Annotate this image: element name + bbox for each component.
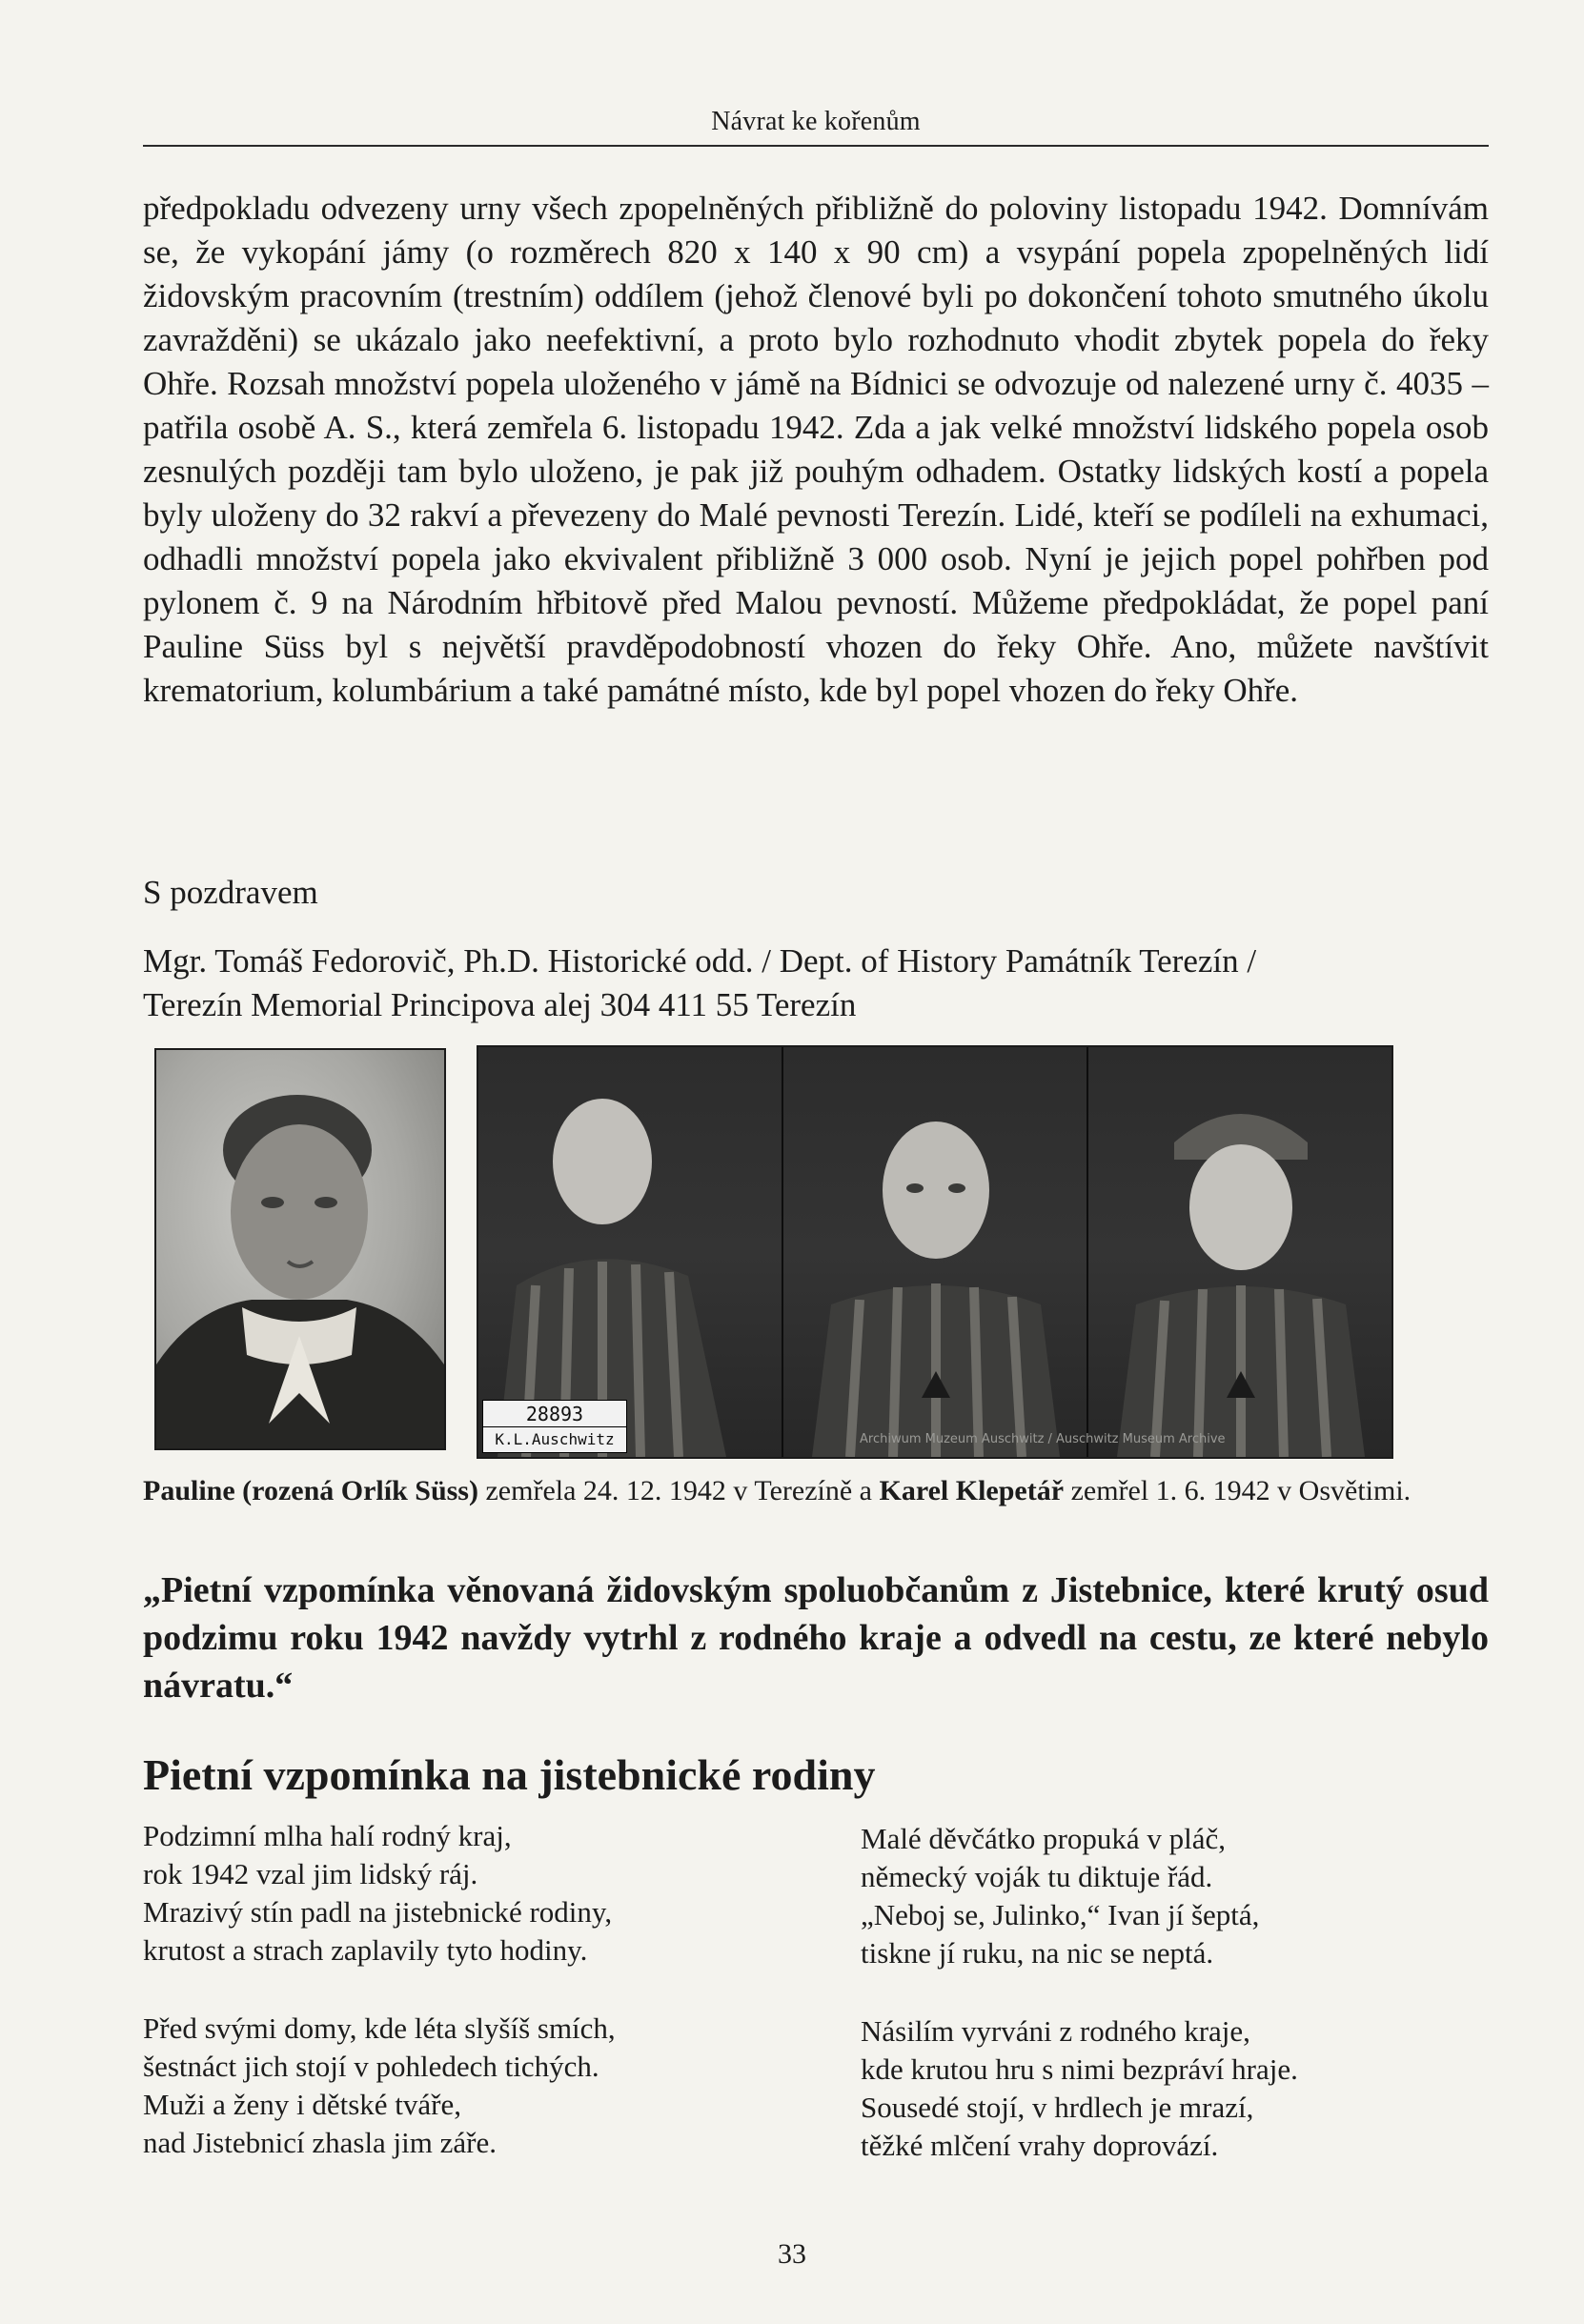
poem-column-right — [861, 1820, 1298, 2205]
poem-stanza-1 — [143, 1817, 616, 1970]
poem-line: Násilím vyrváni z rodného kraje, — [861, 2014, 1250, 2048]
caption-name-2: Karel Klepetář — [879, 1475, 1065, 1506]
page-number: 33 — [778, 2238, 806, 2270]
header-rule — [143, 145, 1489, 147]
running-header: Návrat ke kořenům — [711, 107, 921, 136]
poem-line: šestnáct jich stojí v pohledech tichých. — [143, 2050, 599, 2083]
poem-line: kde krutou hru s nimi bezpráví hraje. — [861, 2052, 1298, 2086]
poem-stanza-2 — [143, 2010, 616, 2162]
photo-caption — [143, 1472, 1489, 1510]
caption-text-1: zemřela 24. 12. 1942 v Terezíně a — [477, 1475, 880, 1506]
camp-name-stamp: K.L.Auschwitz — [482, 1426, 627, 1453]
letter-greeting: S pozdravem — [143, 874, 318, 911]
poem-title: Pietní vzpomínka na jistebnické rodiny — [143, 1750, 876, 1799]
poem-line: Podzimní mlha halí rodný kraj, — [143, 1819, 512, 1852]
poem-line: Sousedé stojí, v hrdlech je mrazí, — [861, 2091, 1254, 2124]
poem-line: „Neboj se, Julinko,“ Ivan jí šeptá, — [861, 1898, 1260, 1931]
poem-line: rok 1942 vzal jim lidský ráj. — [143, 1857, 478, 1890]
prisoner-photo-profile — [478, 1047, 784, 1457]
prisoner-photo-front — [783, 1047, 1089, 1457]
memorial-quote — [143, 1566, 1489, 1709]
signature-line-2: Terezín Memorial Principova alej 304 411 55 Terezín — [143, 986, 857, 1023]
poem-line: krutost a strach zaplavily tyto hodiny. — [143, 1933, 588, 1967]
letter-body — [143, 187, 1489, 713]
caption-text-2: zemřel 1. 6. 1942 v Osvětimi. — [1064, 1475, 1411, 1506]
poem-line: těžké mlčení vrahy doprovází. — [861, 2129, 1219, 2162]
poem-line: Před svými domy, kde léta slyšíš smích, — [143, 2011, 616, 2045]
archive-watermark: Archiwum Muzeum Auschwitz / Auschwitz Museum Archive — [860, 1432, 1226, 1446]
portrait-illustration — [156, 1050, 444, 1448]
prisoner-photo-cap — [1088, 1047, 1391, 1457]
letter-signature — [143, 940, 1489, 1027]
poem-column-left — [143, 1817, 616, 2202]
prisoner-number-stamp: 28893 — [482, 1400, 627, 1428]
letter-paragraph: předpokladu odvezeny urny všech zpopelněných přibližně do poloviny listopadu 1942. Domnívám se, že vykopání jámy (o rozměrech 820 x 140 x 90 cm) a vsypání popela zpopelněných lidí židovským pracovním (trestním) oddílem (jehož členové byli po dokončení tohoto smutného úkolu zavražděni) se ukázalo jako neefektivní, a proto bylo rozhodnuto vhodit zbytek popela do řeky Ohře. Rozsah množství popela uloženého v jámě na Bídnici se odvozuje od nalezené urny č. 4035 – patřila osobě A. S., která zemřela 6. listopadu 1942. Zda a jak velké množství lidského popela osob zesnulých později tam bylo uloženo, je pak již pouhým odhadem. Ostatky lidských kostí a popela byly uloženy do 32 rakví a převezeny do Malé pevnosti Terezín. Lidé, kteří se podíleli na exhumaci, odhadli množství popela jako ekvivalent přibližně 3 000 osob. Nyní je jejich popel pohřben pod pylonem č. 9 na Národním hřbitově před Malou pevností. Můžeme předpokládat, že popel paní Pauline Süss byl s největší pravděpodobností vhozen do řeky Ohře. Ano, můžete navštívit krematorium, kolumbárium a také památné místo, kde byl popel vhozen do řeky Ohře. — [143, 190, 1489, 709]
signature-line-1: Mgr. Tomáš Fedorovič, Ph.D. Historické odd. / Dept. of History Památník Terezín / — [143, 942, 1257, 980]
prisoner-photos-karel — [477, 1045, 1393, 1459]
poem-line: tiskne jí ruku, na nic se neptá. — [861, 1936, 1214, 1970]
caption-name-1: Pauline (rozená Orlík Süss) — [143, 1475, 478, 1506]
poem-line: nad Jistebnicí zhasla jim záře. — [143, 2126, 498, 2159]
memorial-quote-text: „Pietní vzpomínka věnovaná židovským spoluobčanům z Jistebnice, které krutý osud podzimu roku 1942 navždy vytrhl z rodného kraje a odvedl na cestu, ze které nebylo návratu.“ — [143, 1570, 1489, 1706]
poem-stanza-4 — [861, 2012, 1298, 2165]
poem-line: německý voják tu diktuje řád. — [861, 1860, 1213, 1893]
poem-line: Muži a ženy i dětské tváře, — [143, 2088, 461, 2121]
poem-line: Mrazivý stín padl na jistebnické rodiny, — [143, 1895, 613, 1929]
portrait-photo-pauline — [154, 1048, 446, 1450]
poem-line: Malé děvčátko propuká v pláč, — [861, 1822, 1227, 1855]
poem-stanza-3 — [861, 1820, 1298, 1972]
